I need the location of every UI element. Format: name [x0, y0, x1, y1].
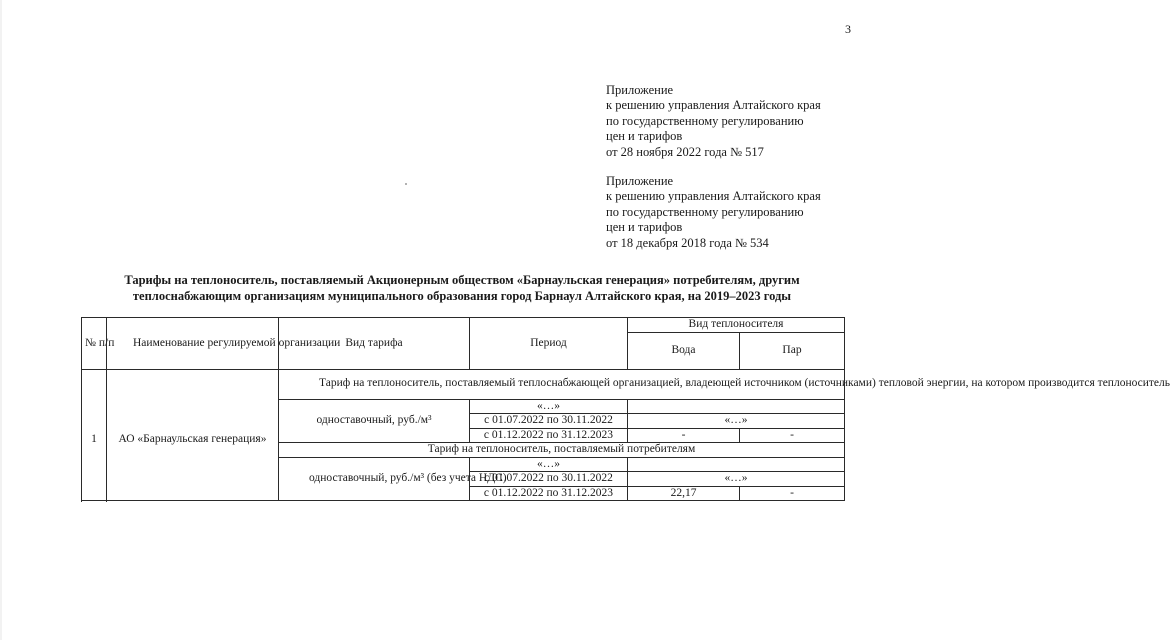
appendix-line: от 28 ноября 2022 года № 517	[606, 144, 764, 159]
appendix-current-header	[606, 83, 821, 160]
page-number: 3	[845, 22, 851, 36]
tariff-type-cell: одноставочный, руб./м³ (без учета НДС)	[279, 457, 470, 501]
period-cell: с 01.07.2022 по 30.11.2022	[470, 472, 628, 487]
water-value-cell: -	[628, 428, 740, 443]
section-title: Тариф на теплоноситель, поставляемый теплоснабжающей организацией, владеющей источником (источниками) тепловой энергии, на котором производится теплоноситель	[279, 369, 845, 399]
appendix-line: по государственному регулированию	[606, 113, 804, 128]
period-cell: «…»	[470, 399, 628, 414]
period-cell: с 01.12.2022 по 31.12.2023	[470, 486, 628, 501]
tariff-table	[81, 317, 1170, 501]
appendix-line: Приложение	[606, 174, 674, 188]
period-cell: «…»	[470, 457, 628, 472]
tariff-type-cell: одноставочный, руб./м³	[279, 399, 470, 443]
scan-speck	[405, 183, 407, 185]
merged-value-cell: «…»	[628, 414, 845, 429]
appendix-line: от 18 декабря 2018 года № 534	[606, 235, 769, 250]
value-cell	[628, 399, 845, 414]
appendix-line: по государственному регулированию	[606, 204, 804, 219]
appendix-original-header	[606, 174, 821, 251]
header-tariff-type: Вид тарифа	[279, 318, 470, 370]
appendix-line: Приложение	[606, 83, 674, 97]
water-value-cell: 22,17	[628, 486, 740, 501]
appendix-line: цен и тарифов	[606, 129, 683, 144]
period-cell: с 01.07.2022 по 30.11.2022	[470, 414, 628, 429]
steam-value-cell: -	[740, 486, 845, 501]
appendix-line: цен и тарифов	[606, 220, 683, 235]
organization-name: АО «Барнаульская генерация»	[107, 369, 279, 501]
header-number: № п/п	[82, 318, 107, 370]
header-organization: Наименование регулируемой организации	[107, 318, 279, 370]
merged-value-cell: «…»	[628, 472, 845, 487]
header-steam: Пар	[740, 332, 845, 369]
steam-value-cell: -	[740, 428, 845, 443]
table-header-row	[82, 318, 845, 333]
header-water: Вода	[628, 332, 740, 369]
value-cell	[628, 457, 845, 472]
appendix-line: к решению управления Алтайского края	[606, 98, 821, 113]
appendix-line: к решению управления Алтайского края	[606, 189, 821, 204]
title-line: теплоснабжающим организациям муниципального образования город Барнаул Алтайского края, на 2019–2023 годы	[132, 288, 792, 303]
period-cell: с 01.12.2022 по 31.12.2023	[470, 428, 628, 443]
section-title: Тариф на теплоноситель, поставляемый потребителям	[279, 443, 845, 458]
header-carrier-type: Вид теплоносителя	[628, 318, 845, 333]
title-line: Тарифы на теплоноситель, поставляемый Акционерным обществом «Барнаульская генерация» потребителям, другим	[124, 273, 800, 287]
document-title	[80, 273, 844, 304]
scan-edge	[0, 0, 2, 640]
table-row	[82, 369, 845, 399]
row-number: 1	[82, 369, 107, 501]
header-period: Период	[470, 318, 628, 370]
